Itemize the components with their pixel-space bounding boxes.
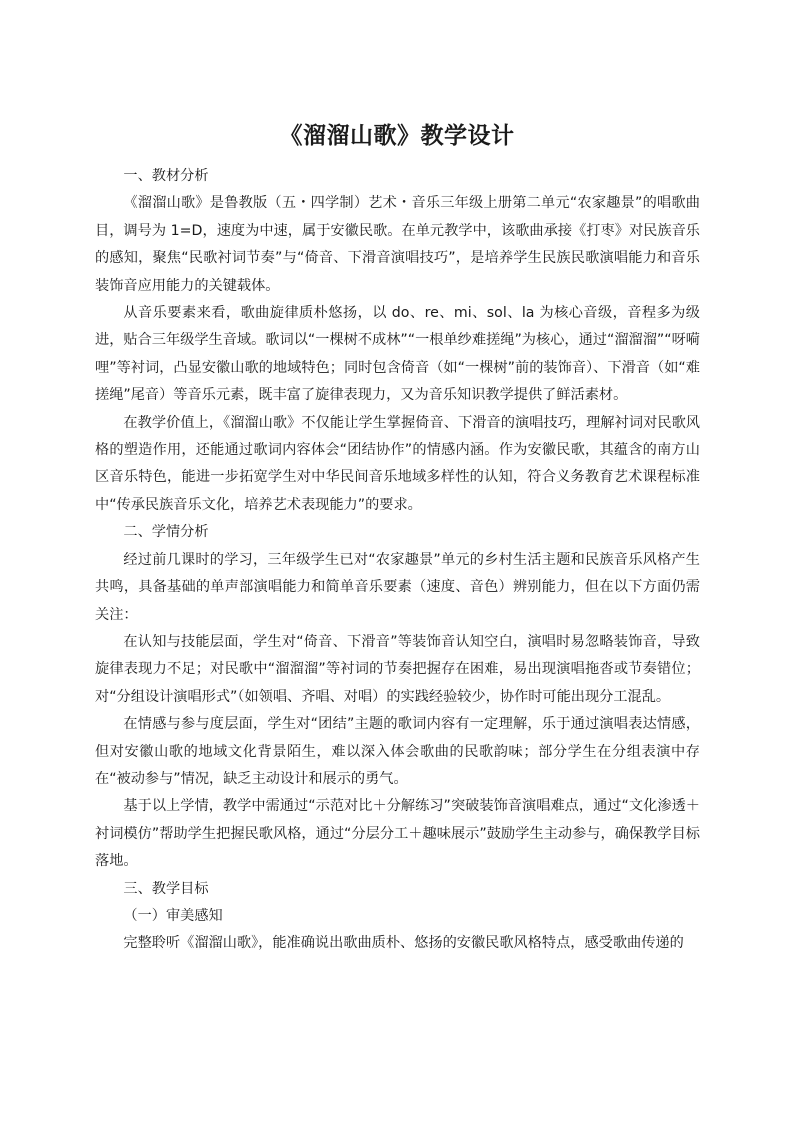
section-heading-learner-analysis: 二、学情分析 [123, 524, 209, 541]
paragraph: 在情感与参与度层面，学生对“团结”主题的歌词内容有一定理解，乐于通过演唱表达情感，但对安徽山歌的地域文化背景陌生，难以深入体会歌曲的民歌韵味；部分学生在分组表演中存在“被动参与”情况，缺乏主动设计和展示的勇气。 [95, 716, 700, 787]
paragraph: 经过前几课时的学习，三年级学生已对“农家趣景”单元的乡村生活主题和民族音乐风格产生共鸣，具备基础的单声部演唱能力和简单音乐要素（速度、音色）辨别能力，但在以下方面仍需关注： [95, 551, 700, 623]
document-body [95, 163, 700, 958]
paragraph: 从音乐要素来看，歌曲旋律质朴悠扬，以 do、re、mi、sol、la 为核心音级，音程多为级进，贴合三年级学生音域。歌词以“一棵树不成林”“一根单纱难搓绳”为核心，通过“溜溜溜”“呀嗬哩”等衬词，凸显安徽山歌的地域特色；同时包含倚音（如“一棵树”前的装饰音）、下滑音（如“难搓绳”尾音）等音乐元素，既丰富了旋律表现力，又为音乐知识教学提供了鲜活素材。 [95, 305, 700, 404]
paragraph: 基于以上学情，教学中需通过“示范对比＋分解练习”突破装饰音演唱难点，通过“文化渗透＋衬词模仿”帮助学生把握民歌风格，通过“分层分工＋趣味展示”鼓励学生主动参与，确保教学目标落地。 [95, 798, 700, 870]
paragraph: 完整聆听《溜溜山歌》，能准确说出歌曲质朴、悠扬的安徽民歌风格特点，感受歌曲传递的 [123, 935, 684, 952]
paragraph: 在教学价值上，《溜溜山歌》不仅能让学生掌握倚音、下滑音的演唱技巧，理解衬词对民歌风格的塑造作用，还能通过歌词内容体会“团结协作”的情感内涵。作为安徽民歌，其蕴含的南方山区音乐特色，能进一步拓宽学生对中华民间音乐地域多样性的认知，符合义务教育艺术课程标准中“传承民族音乐文化，培养艺术表现能力”的要求。 [95, 414, 700, 513]
paragraph: 《溜溜山歌》是鲁教版（五・四学制）艺术・音乐三年级上册第二单元“农家趣景”的唱歌曲目，调号为 1=D，速度为中速，属于安徽民歌。在单元教学中，该歌曲承接《打枣》对民族音乐的感知，聚焦“民歌衬词节奏”与“倚音、下滑音演唱技巧”，是培养学生民族民歌演唱能力和音乐装饰音应用能力的关键载体。 [95, 195, 700, 294]
paragraph: 在认知与技能层面，学生对“倚音、下滑音”等装饰音认知空白，演唱时易忽略装饰音，导致旋律表现力不足；对民歌中“溜溜溜”等衬词的节奏把握存在困难，易出现演唱拖沓或节奏错位；对“分组设计演唱形式”（如领唱、齐唱、对唱）的实践经验较少，协作时可能出现分工混乱。 [95, 633, 700, 705]
subsection-heading-aesthetic-perception: （一）审美感知 [123, 907, 223, 924]
section-heading-teaching-goals: 三、教学目标 [123, 880, 209, 897]
section-heading-textbook-analysis: 一、教材分析 [123, 168, 209, 184]
document-title: 《溜溜山歌》教学设计 [279, 123, 515, 149]
